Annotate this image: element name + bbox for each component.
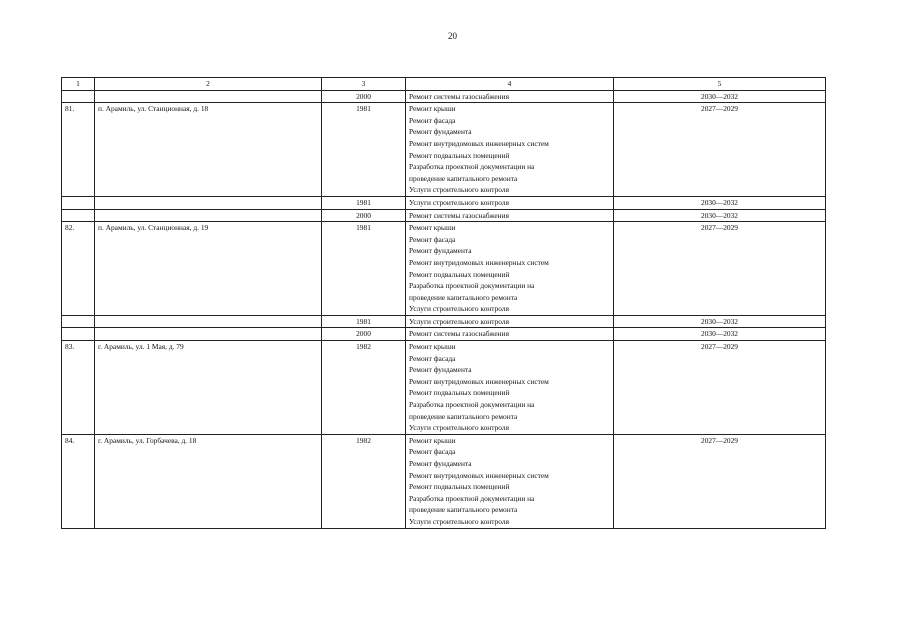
work-item: Ремонт фасада (409, 353, 456, 363)
header-row (62, 78, 826, 91)
work-item: Ремонт крыши (409, 223, 456, 233)
year-cell: 1982 (322, 341, 406, 435)
row-number-cell (62, 90, 95, 103)
work-item: Разработка проектной документации на (409, 400, 535, 410)
works-cell (406, 90, 614, 103)
work-item: Ремонт фундамента (409, 127, 472, 137)
period-cell: 2030—2032 (614, 328, 826, 341)
work-item: Ремонт системы газоснабжения (409, 91, 509, 101)
work-item: Ремонт фундамента (409, 459, 472, 468)
works-cell (406, 209, 614, 222)
work-item: Ремонт крыши (409, 104, 456, 114)
work-item: Ремонт системы газоснабжения (409, 329, 509, 339)
work-item: Услуги строительного контроля (409, 516, 509, 526)
table-row (62, 434, 826, 528)
year-cell: 1981 (322, 222, 406, 316)
period-cell: 2027—2029 (614, 222, 826, 316)
work-item: Услуги строительного контроля (409, 423, 509, 433)
period-cell: 2027—2029 (614, 103, 826, 197)
work-item: Ремонт фасада (409, 115, 456, 125)
table-row (62, 90, 826, 103)
table-row (62, 222, 826, 316)
address-cell (95, 315, 322, 328)
period-cell: 2027—2029 (614, 434, 826, 528)
address-cell: п. Арамиль, ул. Станционная, д. 19 (95, 222, 322, 316)
period-cell: 2030—2032 (614, 196, 826, 209)
table-row (62, 315, 826, 328)
address-cell: п. Арамиль, ул. Станционная, д. 18 (95, 103, 322, 197)
year-cell: 2000 (322, 328, 406, 341)
row-number-cell (62, 315, 95, 328)
column-header-3: 3 (322, 78, 406, 91)
works-cell (406, 341, 614, 435)
year-cell: 2000 (322, 90, 406, 103)
table-row (62, 196, 826, 209)
repair-schedule-table (61, 77, 826, 529)
column-header-2: 2 (95, 78, 322, 91)
address-cell: г. Арамиль, ул. Горбачева, д. 18 (95, 434, 322, 528)
work-item: Ремонт внутридомовых инженерных систем (409, 376, 549, 386)
address-cell: г. Арамиль, ул. 1 Мая, д. 79 (95, 341, 322, 435)
table-row (62, 209, 826, 222)
works-cell (406, 103, 614, 197)
year-cell: 1981 (322, 196, 406, 209)
year-cell: 1982 (322, 434, 406, 528)
work-item: Ремонт системы газоснабжения (409, 210, 509, 220)
work-item: проведение капитального ремонта (409, 505, 518, 515)
works-cell (406, 328, 614, 341)
work-item: Услуги строительного контроля (409, 304, 509, 314)
period-cell: 2030—2032 (614, 315, 826, 328)
work-item: Ремонт крыши (409, 435, 456, 445)
work-item: Ремонт подвальных помещений (409, 150, 510, 160)
work-item: Ремонт внутридомовых инженерных систем (409, 138, 549, 148)
row-number-cell: 84. (62, 434, 95, 528)
address-cell (95, 328, 322, 341)
period-cell: 2030—2032 (614, 90, 826, 103)
address-cell (95, 209, 322, 222)
work-item: Ремонт подвальных помещений (409, 388, 510, 398)
column-header-1: 1 (62, 78, 95, 91)
work-item: проведение капитального ремонта (409, 173, 518, 183)
period-cell: 2030—2032 (614, 209, 826, 222)
works-cell (406, 315, 614, 328)
work-item: Ремонт крыши (409, 342, 456, 352)
row-number-cell: 82. (62, 222, 95, 316)
work-item: Услуги строительного контроля (409, 185, 509, 195)
work-item: Ремонт подвальных помещений (409, 482, 510, 492)
work-item: Ремонт фундамента (409, 246, 472, 256)
work-item: Ремонт внутридомовых инженерных систем (409, 470, 549, 480)
table-row (62, 328, 826, 341)
row-number-cell (62, 328, 95, 341)
work-item: Ремонт фундамента (409, 365, 472, 375)
year-cell: 1981 (322, 315, 406, 328)
work-item: Разработка проектной документации на (409, 493, 535, 503)
column-header-4: 4 (406, 78, 614, 91)
period-cell: 2027—2029 (614, 341, 826, 435)
works-cell (406, 222, 614, 316)
page-number: 20 (448, 31, 457, 41)
work-item: Ремонт внутридомовых инженерных систем (409, 257, 549, 267)
row-number-cell (62, 196, 95, 209)
row-number-cell: 81. (62, 103, 95, 197)
work-item: проведение капитального ремонта (409, 292, 518, 302)
table-row (62, 103, 826, 197)
work-item: Разработка проектной документации на (409, 281, 535, 291)
work-item: Разработка проектной документации на (409, 162, 535, 172)
column-header-5: 5 (614, 78, 826, 91)
year-cell: 1981 (322, 103, 406, 197)
year-cell: 2000 (322, 209, 406, 222)
work-item: Ремонт фасада (409, 447, 456, 457)
work-item: Ремонт подвальных помещений (409, 269, 510, 279)
row-number-cell (62, 209, 95, 222)
works-cell (406, 434, 614, 528)
work-item: проведение капитального ремонта (409, 411, 518, 421)
works-cell (406, 196, 614, 209)
work-item: Ремонт фасада (409, 234, 456, 244)
address-cell (95, 90, 322, 103)
work-item: Услуги строительного контроля (409, 197, 509, 207)
table-row (62, 341, 826, 435)
work-item: Услуги строительного контроля (409, 316, 509, 326)
row-number-cell: 83. (62, 341, 95, 435)
address-cell (95, 196, 322, 209)
